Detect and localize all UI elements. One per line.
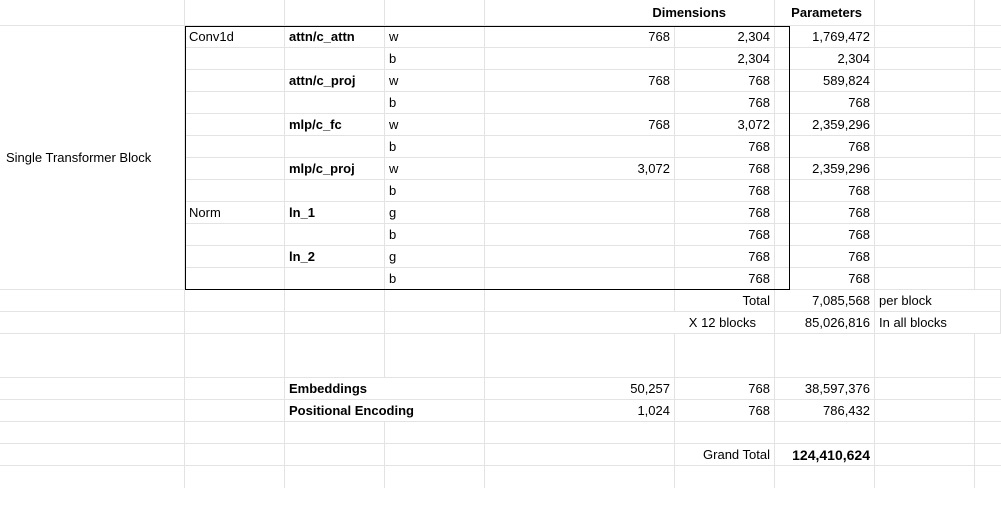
param-type[interactable]: w	[385, 70, 485, 92]
cell[interactable]	[385, 444, 485, 466]
cell[interactable]	[975, 114, 1001, 136]
parameter-count[interactable]: 2,359,296	[775, 158, 875, 180]
cell[interactable]	[975, 378, 1001, 400]
cell[interactable]	[975, 26, 1001, 48]
layer-name[interactable]	[285, 92, 385, 114]
layer-name[interactable]	[285, 180, 385, 202]
cell[interactable]	[0, 422, 185, 444]
cell[interactable]	[0, 466, 185, 488]
cell[interactable]	[385, 290, 485, 312]
cell[interactable]	[875, 92, 975, 114]
cell[interactable]	[185, 334, 285, 378]
layer-name[interactable]: attn/c_proj	[285, 70, 385, 92]
cell[interactable]	[875, 400, 975, 422]
layer-name[interactable]: ln_2	[285, 246, 385, 268]
blocks-value[interactable]: 85,026,816	[775, 312, 875, 334]
cell[interactable]	[675, 466, 775, 488]
dimension-1[interactable]	[485, 136, 675, 158]
cell[interactable]	[875, 26, 975, 48]
embeddings-dim-1[interactable]: 50,257	[485, 378, 675, 400]
dimension-1[interactable]	[485, 180, 675, 202]
group-label[interactable]	[185, 136, 285, 158]
param-type[interactable]: w	[385, 158, 485, 180]
cell[interactable]	[975, 224, 1001, 246]
group-label[interactable]	[185, 70, 285, 92]
cell[interactable]	[975, 334, 1001, 378]
cell[interactable]	[875, 202, 975, 224]
cell[interactable]	[975, 70, 1001, 92]
cell[interactable]	[875, 180, 975, 202]
cell[interactable]	[0, 290, 185, 312]
header-dimensions[interactable]: Dimensions	[485, 0, 775, 26]
param-type[interactable]: b	[385, 92, 485, 114]
cell[interactable]	[775, 466, 875, 488]
cell[interactable]	[0, 400, 185, 422]
cell[interactable]	[975, 158, 1001, 180]
cell[interactable]	[485, 466, 675, 488]
cell[interactable]	[875, 0, 975, 26]
cell[interactable]	[185, 400, 285, 422]
group-label[interactable]	[185, 180, 285, 202]
param-type[interactable]: g	[385, 202, 485, 224]
parameter-count[interactable]: 768	[775, 224, 875, 246]
dimension-2[interactable]: 768	[675, 246, 775, 268]
dimension-2[interactable]: 768	[675, 268, 775, 290]
cell[interactable]	[285, 334, 385, 378]
cell[interactable]	[875, 136, 975, 158]
dimension-2[interactable]: 768	[675, 92, 775, 114]
dimension-1[interactable]	[485, 48, 675, 70]
dimension-2[interactable]: 2,304	[675, 26, 775, 48]
dimension-1[interactable]	[485, 268, 675, 290]
parameter-count[interactable]: 768	[775, 246, 875, 268]
group-label[interactable]	[185, 92, 285, 114]
group-label[interactable]	[185, 224, 285, 246]
param-type[interactable]: w	[385, 114, 485, 136]
parameter-count[interactable]: 589,824	[775, 70, 875, 92]
dimension-2[interactable]: 768	[675, 202, 775, 224]
cell[interactable]	[185, 444, 285, 466]
embeddings-dim-2[interactable]: 768	[675, 378, 775, 400]
positional-dim-2[interactable]: 768	[675, 400, 775, 422]
cell[interactable]	[385, 334, 485, 378]
cell[interactable]	[185, 0, 285, 26]
cell[interactable]	[385, 422, 485, 444]
blocks-note[interactable]: In all blocks	[875, 312, 1001, 334]
dimension-2[interactable]: 768	[675, 70, 775, 92]
cell[interactable]	[875, 224, 975, 246]
cell[interactable]	[675, 422, 775, 444]
cell[interactable]	[185, 290, 285, 312]
cell[interactable]	[975, 246, 1001, 268]
total-value[interactable]: 7,085,568	[775, 290, 875, 312]
parameter-count[interactable]: 2,304	[775, 48, 875, 70]
cell[interactable]	[975, 0, 1001, 26]
cell[interactable]	[875, 246, 975, 268]
total-note[interactable]: per block	[875, 290, 1001, 312]
cell[interactable]	[975, 180, 1001, 202]
cell[interactable]	[285, 0, 385, 26]
cell[interactable]	[675, 334, 775, 378]
dimension-2[interactable]: 768	[675, 136, 775, 158]
cell[interactable]	[975, 444, 1001, 466]
group-label[interactable]	[185, 158, 285, 180]
cell[interactable]	[875, 114, 975, 136]
parameter-count[interactable]: 768	[775, 92, 875, 114]
parameter-count[interactable]: 1,769,472	[775, 26, 875, 48]
cell[interactable]	[975, 136, 1001, 158]
param-type[interactable]: b	[385, 268, 485, 290]
cell[interactable]	[385, 0, 485, 26]
param-type[interactable]: w	[385, 26, 485, 48]
parameter-count[interactable]: 2,359,296	[775, 114, 875, 136]
cell[interactable]	[875, 268, 975, 290]
layer-name[interactable]	[285, 136, 385, 158]
cell[interactable]	[975, 422, 1001, 444]
cell[interactable]	[0, 312, 185, 334]
cell[interactable]	[185, 422, 285, 444]
dimension-1[interactable]	[485, 224, 675, 246]
cell[interactable]	[975, 92, 1001, 114]
cell[interactable]	[0, 378, 185, 400]
param-type[interactable]: g	[385, 246, 485, 268]
param-type[interactable]: b	[385, 48, 485, 70]
grand-total-value[interactable]: 124,410,624	[775, 444, 875, 466]
cell[interactable]	[485, 422, 675, 444]
parameter-count[interactable]: 768	[775, 202, 875, 224]
group-label[interactable]	[185, 48, 285, 70]
dimension-2[interactable]: 768	[675, 158, 775, 180]
group-label[interactable]: Conv1d	[185, 26, 285, 48]
param-type[interactable]: b	[385, 180, 485, 202]
parameter-count[interactable]: 768	[775, 268, 875, 290]
cell[interactable]	[875, 334, 975, 378]
param-type[interactable]: b	[385, 224, 485, 246]
layer-name[interactable]: attn/c_attn	[285, 26, 385, 48]
cell[interactable]	[285, 290, 385, 312]
dimension-2[interactable]: 2,304	[675, 48, 775, 70]
cell[interactable]	[0, 0, 185, 26]
cell[interactable]	[975, 268, 1001, 290]
dimension-1[interactable]: 768	[485, 114, 675, 136]
cell[interactable]	[875, 466, 975, 488]
group-label[interactable]	[185, 268, 285, 290]
layer-name[interactable]	[285, 268, 385, 290]
cell[interactable]	[285, 312, 385, 334]
cell[interactable]	[0, 334, 185, 378]
embeddings-label[interactable]: Embeddings	[285, 378, 485, 400]
cell[interactable]	[185, 466, 285, 488]
cell[interactable]	[875, 70, 975, 92]
positional-params[interactable]: 786,432	[775, 400, 875, 422]
group-label[interactable]: Norm	[185, 202, 285, 224]
dimension-1[interactable]	[485, 92, 675, 114]
param-type[interactable]: b	[385, 136, 485, 158]
positional-encoding-label[interactable]: Positional Encoding	[285, 400, 485, 422]
dimension-2[interactable]: 3,072	[675, 114, 775, 136]
cell[interactable]	[385, 312, 485, 334]
cell[interactable]	[185, 312, 285, 334]
dimension-1[interactable]: 3,072	[485, 158, 675, 180]
dimension-2[interactable]: 768	[675, 180, 775, 202]
layer-name[interactable]: ln_1	[285, 202, 385, 224]
cell[interactable]	[975, 202, 1001, 224]
group-label[interactable]	[185, 246, 285, 268]
blocks-label[interactable]: X 12 blocks	[485, 312, 775, 334]
cell[interactable]	[185, 378, 285, 400]
cell[interactable]	[875, 158, 975, 180]
cell[interactable]	[775, 334, 875, 378]
dimension-1[interactable]: 768	[485, 26, 675, 48]
grand-total-label[interactable]: Grand Total	[675, 444, 775, 466]
cell[interactable]	[975, 48, 1001, 70]
cell[interactable]	[875, 48, 975, 70]
positional-dim-1[interactable]: 1,024	[485, 400, 675, 422]
cell[interactable]	[875, 378, 975, 400]
embeddings-params[interactable]: 38,597,376	[775, 378, 875, 400]
layer-name[interactable]: mlp/c_proj	[285, 158, 385, 180]
cell[interactable]	[875, 444, 975, 466]
cell[interactable]	[875, 422, 975, 444]
cell[interactable]	[975, 466, 1001, 488]
layer-name[interactable]	[285, 48, 385, 70]
cell[interactable]	[775, 422, 875, 444]
cell[interactable]	[485, 334, 675, 378]
layer-name[interactable]	[285, 224, 385, 246]
group-label[interactable]	[185, 114, 285, 136]
cell[interactable]	[385, 466, 485, 488]
parameter-count[interactable]: 768	[775, 180, 875, 202]
cell[interactable]	[975, 400, 1001, 422]
total-label[interactable]: Total	[675, 290, 775, 312]
cell[interactable]	[485, 290, 675, 312]
layer-name[interactable]: mlp/c_fc	[285, 114, 385, 136]
cell[interactable]	[0, 444, 185, 466]
parameter-count[interactable]: 768	[775, 136, 875, 158]
dimension-2[interactable]: 768	[675, 224, 775, 246]
cell[interactable]	[485, 444, 675, 466]
dimension-1[interactable]	[485, 246, 675, 268]
cell[interactable]	[285, 422, 385, 444]
header-parameters[interactable]: Parameters	[775, 0, 875, 26]
single-transformer-block-label[interactable]: Single Transformer Block	[0, 26, 185, 290]
dimension-1[interactable]: 768	[485, 70, 675, 92]
cell[interactable]	[285, 466, 385, 488]
dimension-1[interactable]	[485, 202, 675, 224]
cell[interactable]	[285, 444, 385, 466]
